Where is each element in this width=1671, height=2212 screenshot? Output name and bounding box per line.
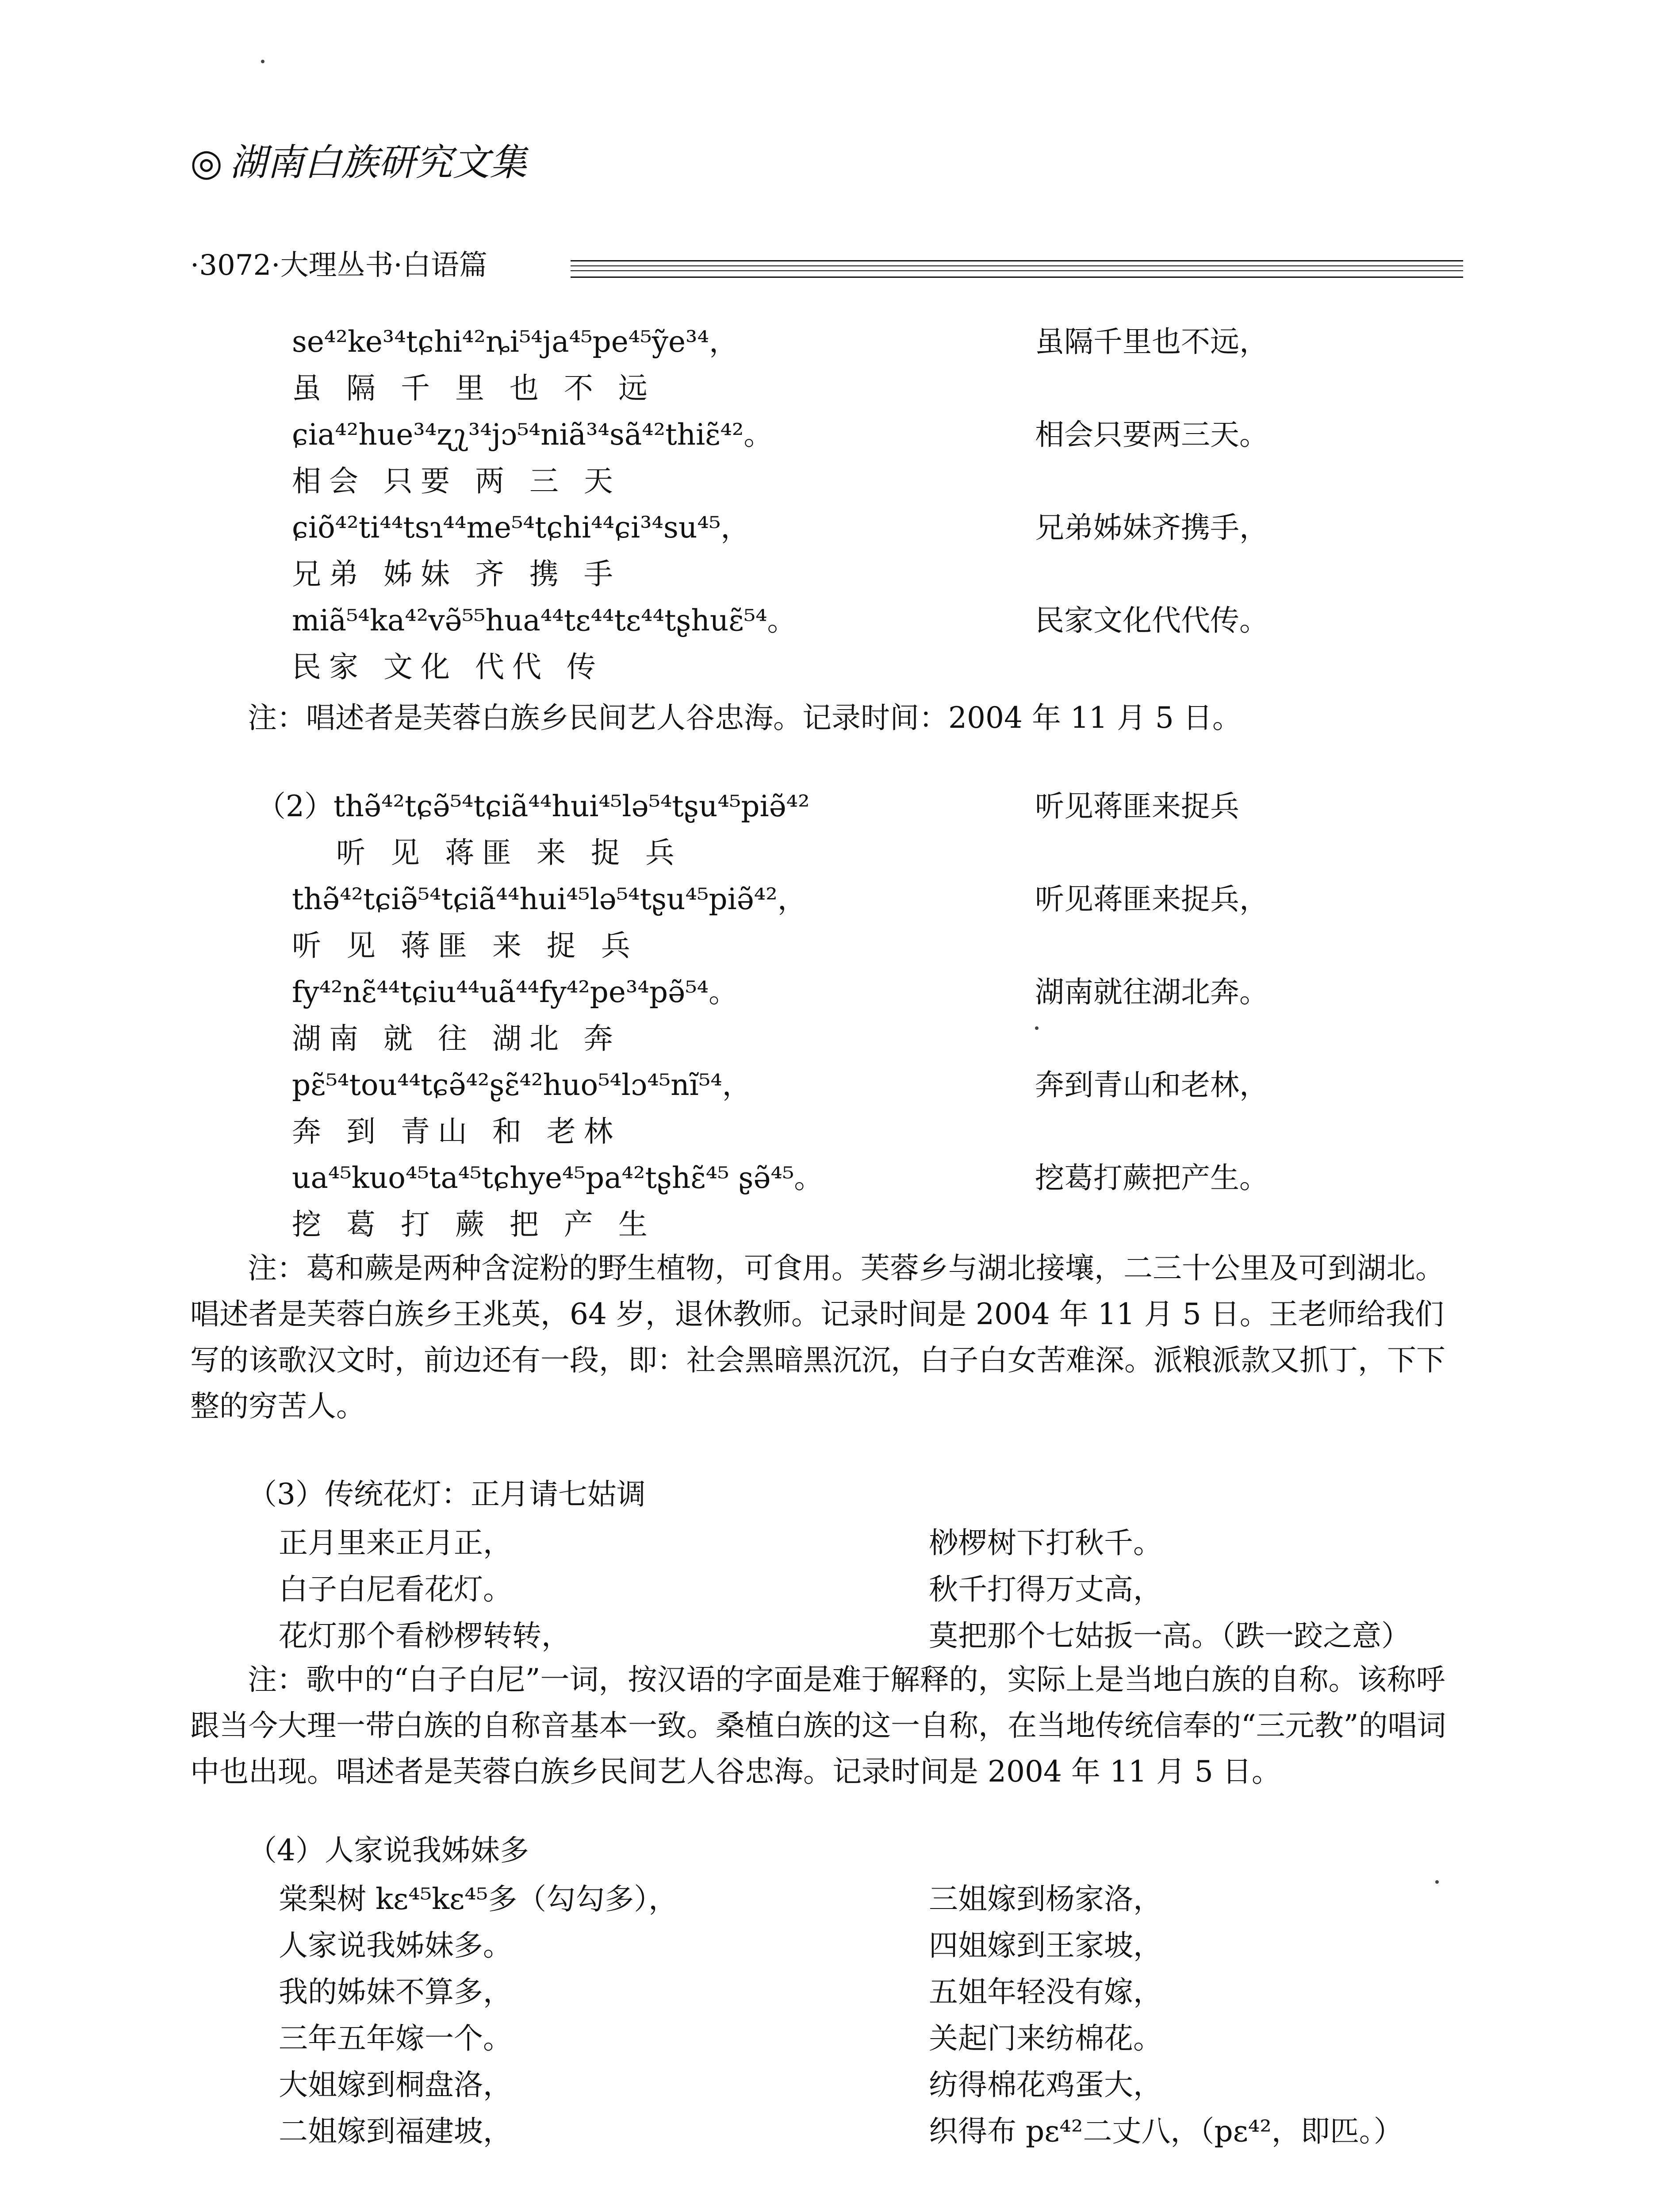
translation-line: 民家文化代代传。 (1035, 603, 1269, 637)
ipa-line: ɕiõ⁴²ti⁴⁴tsɿ⁴⁴me⁵⁴tɕhi⁴⁴ɕi³⁴su⁴⁵， (292, 511, 750, 545)
gloss-line: 听 见 蒋匪 来 捉 兵 (292, 929, 638, 963)
verse-right: 四姐嫁到王家坡， (929, 1928, 1162, 1962)
translation-line: 相会只要两三天。 (1035, 418, 1269, 452)
gloss-line: 虽 隔 千 里 也 不 远 (292, 371, 655, 405)
translation-line: 湖南就往湖北奔。 (1035, 975, 1269, 1009)
gloss-line: 奔 到 青山 和 老林 (292, 1114, 621, 1148)
header-rule (571, 260, 1463, 278)
verse-right: 关起门来纺棉花。 (929, 2021, 1162, 2055)
bullseye-icon: ◎ (190, 141, 223, 184)
note-song1: 注：唱述者是芙蓉白族乡民间艺人谷忠海。记录时间：2004 年 11 月 5 日。 (248, 701, 1242, 735)
gloss-line: 挖 葛 打 蕨 把 产 生 (292, 1207, 655, 1241)
verse-right: 秋千打得万丈高， (929, 1572, 1162, 1606)
gloss-line: 兄弟 姊妹 齐 携 手 (292, 557, 621, 591)
gloss-line: 民家 文化 代代 传 (292, 650, 604, 684)
book-title: ◎ 湖南白族研究文集 (190, 141, 527, 184)
verse-right: 桫椤树下打秋千。 (929, 1526, 1162, 1560)
series-header: ·3072·大理丛书·白语篇 (190, 249, 487, 282)
verse-right: 织得布 pɛ⁴²二丈八，（pɛ⁴²，即匹。） (929, 2114, 1403, 2148)
translation-line: 奔到青山和老林， (1035, 1068, 1269, 1102)
scan-speck (1435, 1880, 1439, 1884)
verse-left: 人家说我姊妹多。 (279, 1928, 512, 1962)
translation-line: 虽隔千里也不远， (1035, 325, 1269, 359)
verse-right: 五姐年轻没有嫁， (929, 1975, 1162, 2009)
verse-right: 纺得棉花鸡蛋大， (929, 2068, 1162, 2102)
scan-speck (261, 60, 264, 63)
verse-left: 正月里来正月正， (279, 1526, 512, 1560)
translation-line: 挖葛打蕨把产生。 (1035, 1161, 1269, 1195)
translation-line: 兄弟姊妹齐携手， (1035, 511, 1269, 545)
verse-right: 莫把那个七姑扳一高。（跌一跤之意） (929, 1619, 1410, 1653)
ipa-line: ɕia⁴²hue³⁴ʐʅ³⁴jɔ⁵⁴niã³⁴sã⁴²thiɛ̃⁴²。 (292, 418, 773, 452)
ipa-line: （2）thə̃⁴²tɕə̃⁵⁴tɕiã⁴⁴hui⁴⁵lə⁵⁴tʂu⁴⁵piə̃⁴² (257, 789, 810, 823)
verse-left: 棠梨树 kɛ⁴⁵kɛ⁴⁵多（勾勾多）， (279, 1882, 678, 1916)
song3-title: （3）传统花灯：正月请七姑调 (248, 1477, 646, 1511)
verse-left: 二姐嫁到福建坡， (279, 2114, 512, 2148)
verse-right: 三姐嫁到杨家洛， (929, 1882, 1162, 1916)
verse-left: 花灯那个看桫椤转转， (279, 1619, 571, 1653)
note-song3: 注：歌中的“白子白尼”一词，按汉语的字面是难于解释的，实际上是当地白族的自称。该称呼跟当今大理一带白族的自称音基本一致。桑植白族的这一自称，在当地传统信奉的“三元教”的唱词中也出现。唱述者是芙蓉白族乡民间艺人谷忠海。记录时间是 2004 年 11 月 5 日。 (190, 1663, 1446, 1789)
gloss-line: 湖南 就 往 湖北 奔 (292, 1022, 621, 1056)
verse-left: 我的姊妹不算多， (279, 1975, 512, 2009)
scan-speck (1035, 1026, 1039, 1030)
ipa-line: thə̃⁴²tɕiə̃⁵⁴tɕiã⁴⁴hui⁴⁵lə⁵⁴tʂu⁴⁵piə̃⁴²， (292, 882, 807, 916)
gloss-line: 听 见 蒋匪 来 捉 兵 (336, 836, 682, 870)
verse-left: 三年五年嫁一个。 (279, 2021, 512, 2055)
ipa-line: se⁴²ke³⁴tɕhi⁴²ȵi⁵⁴ja⁴⁵pe⁴⁵ỹe³⁴， (292, 325, 738, 359)
gloss-line: 相会 只要 两 三 天 (292, 464, 621, 498)
verse-left: 白子白尼看花灯。 (279, 1572, 512, 1606)
translation-line: 听见蒋匪来捉兵 (1035, 789, 1239, 823)
ipa-line: ua⁴⁵kuo⁴⁵ta⁴⁵tɕhye⁴⁵pa⁴²tʂhɛ̃⁴⁵ ʂə̃⁴⁵。 (292, 1161, 824, 1195)
translation-line: 听见蒋匪来捉兵， (1035, 882, 1269, 916)
ipa-line: miã⁵⁴ka⁴²və̃⁵⁵hua⁴⁴tɛ⁴⁴tɛ⁴⁴tʂhuɛ̃⁵⁴。 (292, 603, 797, 637)
note-song2: 注：葛和蕨是两种含淀粉的野生植物，可食用。芙蓉乡与湖北接壤，二三十公里及可到湖北。唱述者是芙蓉白族乡王兆英，64 岁，退休教师。记录时间是 2004 年 11 月 5 日。王老师给我们写的该歌汉文时，前边还有一段，即：社会黑暗黑沉沉，白子白女苦难深。派粮派款又抓丁，下下整的穷苦人。 (190, 1251, 1445, 1423)
song4-title: （4）人家说我姊妹多 (248, 1833, 529, 1867)
ipa-line: pɛ̃⁵⁴tou⁴⁴tɕə̃⁴²ʂɛ̃⁴²huo⁵⁴lɔ⁴⁵nĩ⁵⁴， (292, 1068, 751, 1102)
verse-left: 大姐嫁到桐盘洛， (279, 2068, 512, 2102)
ipa-line: fy⁴²nɛ̃⁴⁴tɕiu⁴⁴uã⁴⁴fy⁴²pe³⁴pə̃⁵⁴。 (292, 975, 738, 1009)
